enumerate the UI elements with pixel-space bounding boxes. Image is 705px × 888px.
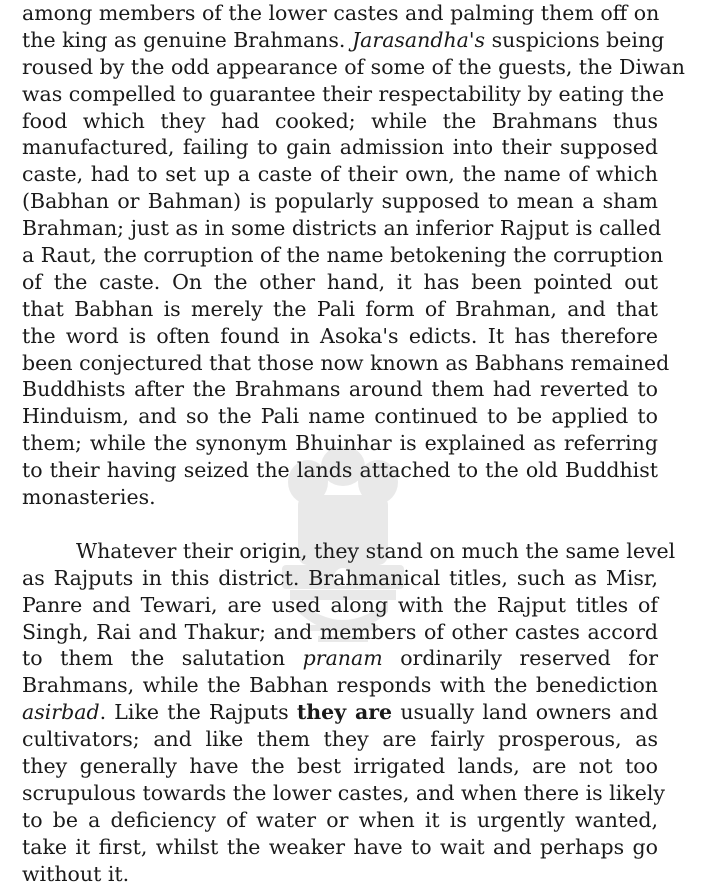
text-line	[22, 592, 658, 619]
text-line	[22, 726, 658, 753]
text-line	[22, 242, 664, 269]
text-segment: to be a deficiency of water or when it is urgently wanted,	[22, 807, 658, 832]
text-line	[22, 161, 658, 188]
text-line	[22, 376, 658, 403]
italic-term: pranam	[302, 646, 383, 671]
text-line	[22, 27, 665, 54]
text-segment: food which they had cooked; while the Brahmans thus	[22, 108, 658, 133]
text-line	[22, 861, 658, 888]
text-line	[22, 484, 658, 511]
text-segment: of the caste. On the other hand, it has been pointed out	[22, 269, 658, 294]
text-segment: was compelled to guarantee their respectability by eating the	[22, 81, 665, 106]
text-line	[22, 54, 685, 81]
text-line	[22, 188, 658, 215]
text-line	[22, 699, 658, 726]
text-segment: a Raut, the corruption of the name betokening the corruption	[22, 243, 664, 268]
text-segment: usually land owners and	[392, 700, 658, 725]
text-line	[22, 457, 658, 484]
text-segment: monasteries.	[22, 485, 156, 510]
text-segment: as Rajputs in this district. Brahmanical titles, such as Misr,	[22, 565, 658, 590]
text-line	[22, 296, 658, 323]
text-line	[22, 672, 658, 699]
italic-term: asirbad	[22, 700, 100, 725]
text-segment: Buddhists after the Brahmans around them had reverted to	[22, 377, 658, 402]
text-segment: Panre and Tewari, are used along with the Rajput titles of	[22, 592, 658, 617]
bold-text: they are	[296, 700, 393, 725]
text-segment: without it.	[22, 861, 130, 886]
text-segment: Singh, Rai and Thakur; and members of other castes accord	[22, 619, 658, 644]
text-line	[22, 807, 658, 834]
text-line	[22, 753, 658, 780]
text-segment: ordinarily reserved for	[382, 646, 658, 671]
text-segment: scrupulous towards the lower castes, and when there is likely	[22, 780, 665, 805]
text-line	[22, 108, 658, 135]
text-line	[22, 834, 658, 861]
text-line	[22, 780, 665, 807]
text-segment: to their having seized the lands attached to the old Buddhist	[22, 458, 658, 483]
text-line	[22, 619, 658, 646]
text-line	[22, 538, 676, 565]
text-line	[22, 215, 662, 242]
text-segment: manufactured, failing to gain admission into their supposed	[22, 135, 658, 160]
text-segment: that Babhan is merely the Pali form of Brahman, and that	[22, 296, 658, 321]
text-segment: take it first, whilst the weaker have to wait and perhaps go	[22, 834, 658, 859]
body-text	[22, 0, 685, 888]
text-segment: to them the salutation	[22, 646, 303, 671]
text-segment: Brahman; just as in some districts an inferior Rajput is called	[22, 216, 662, 241]
text-segment: Brahmans, while the Babhan responds with the benediction	[22, 673, 658, 698]
text-line	[22, 323, 658, 350]
text-segment: been conjectured that those now known as Babhans remained	[22, 350, 670, 375]
text-line	[22, 0, 658, 27]
text-segment: the word is often found in Asoka's edicts. It has therefore	[22, 323, 658, 348]
text-line	[22, 645, 658, 672]
text-line	[22, 403, 658, 430]
text-segment: Whatever their origin, they stand on much the same level	[76, 538, 676, 563]
text-segment: among members of the lower castes and palming them off on	[22, 1, 660, 25]
text-segment: the king as genuine Brahmans.	[22, 27, 352, 52]
paragraph-gap	[22, 511, 658, 538]
italic-term: Jarasandha's	[351, 27, 486, 52]
text-segment: (Babhan or Bahman) is popularly supposed to mean a sham	[22, 189, 658, 214]
text-line	[22, 269, 658, 296]
text-segment: cultivators; and like them they are fairly prosperous, as	[22, 727, 658, 752]
text-segment: them; while the synonym Bhuinhar is explained as referring	[22, 431, 658, 456]
text-segment: . Like the Rajputs	[99, 700, 297, 725]
text-segment: suspicions being	[485, 27, 665, 52]
text-segment: Hinduism, and so the Pali name continued to be applied to	[22, 404, 658, 429]
text-line	[22, 350, 670, 377]
paragraph	[22, 0, 685, 511]
text-line	[22, 430, 658, 457]
paragraph	[22, 538, 676, 888]
text-line	[22, 134, 658, 161]
text-segment: they generally have the best irrigated lands, are not too	[22, 754, 658, 779]
text-line	[22, 565, 658, 592]
text-segment: caste, had to set up a caste of their own, the name of which	[22, 162, 658, 187]
text-line	[22, 81, 665, 108]
text-segment: roused by the odd appearance of some of the guests, the Diwan	[22, 54, 685, 79]
